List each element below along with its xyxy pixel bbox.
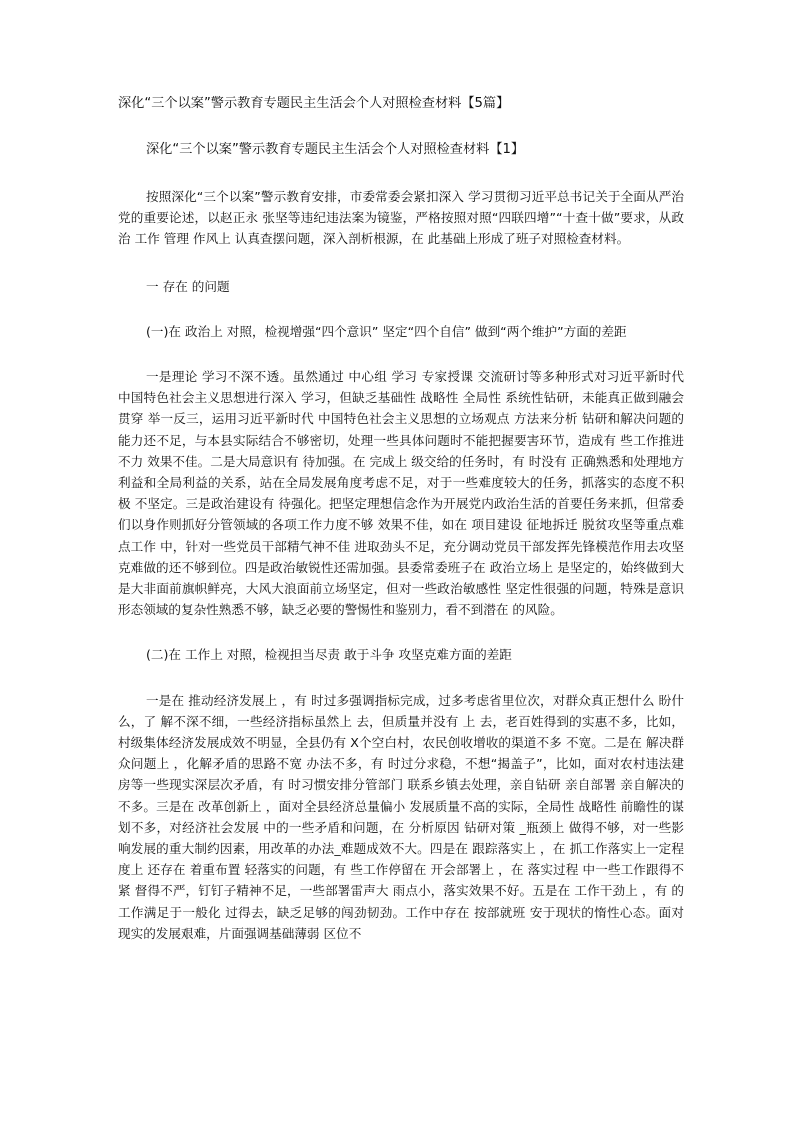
subheading-work: (二)在 工作上 对照，检视担当尽责 敢于斗争 攻坚克难方面的差距 <box>146 647 512 663</box>
paragraph-political: 一是理论 学习不深不透。虽然通过 中心组 学习 专家授课 交流研讨等多种形式对习近平新时代 中国特色社会主义思想进行深入 学习，但缺乏基础性 战略性 全局性 系统性钻研，未能真正做到融会贯穿 举一反三，运用习近平新时代 中国特色社会主义思想的立场观点 方法来分析 钻研和解决问题的能力还不足，与本县实际结合不够密切，处理一些具体问题时不能把握要害环节，造成有 些工作推进不力 效果不佳。二是大局意识有 待加强。在 完成上 级交给的任务时，有 时没有 正确熟悉和处理地方利益和全局利益的关系，站在全局发展角度考虑不足，对于一些难度较大的任务，抓落实的态度不积极 不坚定。三是政治建设有 待强化。把坚定理想信念作为开展党内政治生活的首要任务来抓，但常委们以身作则抓好分管领域的各项工作力度不够 效果不佳，如在 项目建设 征地拆迁 脱贫攻坚等重点难点工作 中，针对一些党员干部精气神不佳 进取劲头不足，充分调动党员干部发挥先锋模范作用去攻坚克难做的还不够到位。四是政治敏锐性还需加强。县委常委班子在 政治立场上 是坚定的，始终做到大是大非面前旗帜鲜亮，大风大浪面前立场坚定，但对一些政治敏感性 坚定性很强的问题，特殊是意识形态领域的复杂性熟悉不够，缺乏必要的警惕性和鉴别力，看不到潜在 的风险。 <box>118 369 684 618</box>
heading-existing-problems: 一 存在 的问题 <box>146 278 230 294</box>
intro-paragraph: 按照深化“三个以案”警示教育安排，市委常委会紧扣深入 学习贯彻习近平总书记关于全面从严治党的重要论述，以赵正永 张坚等违纪违法案为镜鉴，严格按照对照“四联四增”“十查十做”要求，从政治 工作 管理 作风上 认真查摆问题，深入剖析根源，在 此基础上形成了班子对照检查材料。 <box>118 189 684 247</box>
document-page <box>118 94 684 944</box>
document-title: 深化“三个以案”警示教育专题民主生活会个人对照检查材料【5篇】 <box>118 96 510 111</box>
subheading-political: (一)在 政治上 对照，检视增强“四个意识” 坚定“四个自信” 做到“两个维护”方面的差距 <box>146 323 627 339</box>
section-title: 深化“三个以案”警示教育专题民主生活会个人对照检查材料【1】 <box>146 142 525 157</box>
paragraph-work: 一是在 推动经济发展上 ，有 时过多强调指标完成，过多考虑省里位次，对群众真正想什么 盼什么，了 解不深不细，一些经济指标虽然上 去，但质量并没有 上 去，老百姓得到的实惠不多，比如，村级集体经济发展成效不明显，全县仍有 X个空白村，农民创收增收的渠道不多 不宽。二是在 解决群众问题上 ，化解矛盾的思路不宽 办法不多，有 时过分求稳，不想“揭盖子”，比如，面对农村违法建房等一些现实深层次矛盾，有 时习惯安排分管部门 联系乡镇去处理，亲自钻研 亲自部署 亲自解决的不多。三是在 改革创新上 ，面对全县经济总量偏小 发展质量不高的实际，全局性 战略性 前瞻性的谋划不多，对经济社会发展 中的一些矛盾和问题，在 分析原因 钻研对策 _瓶颈上 做得不够，对一些影响发展的重大制约因素，用改革的办法_难题成效不大。四是在 跟踪落实上 ，在 抓工作落实上一定程度上 还存在 着重布置 轻落实的问题，有 些工作停留在 开会部署上 ，在 落实过程 中一些工作跟得不紧 督得不严，钉钉子精神不足，一些部署雷声大 雨点小，落实效果不好。五是在 工作干劲上 ，有 的工作满足于一般化 过得去，缺乏足够的闯劲韧劲。工作中存在 按部就班 安于现状的惰性心态。面对现实的发展艰难，片面强调基础薄弱 区位不 <box>118 692 684 941</box>
